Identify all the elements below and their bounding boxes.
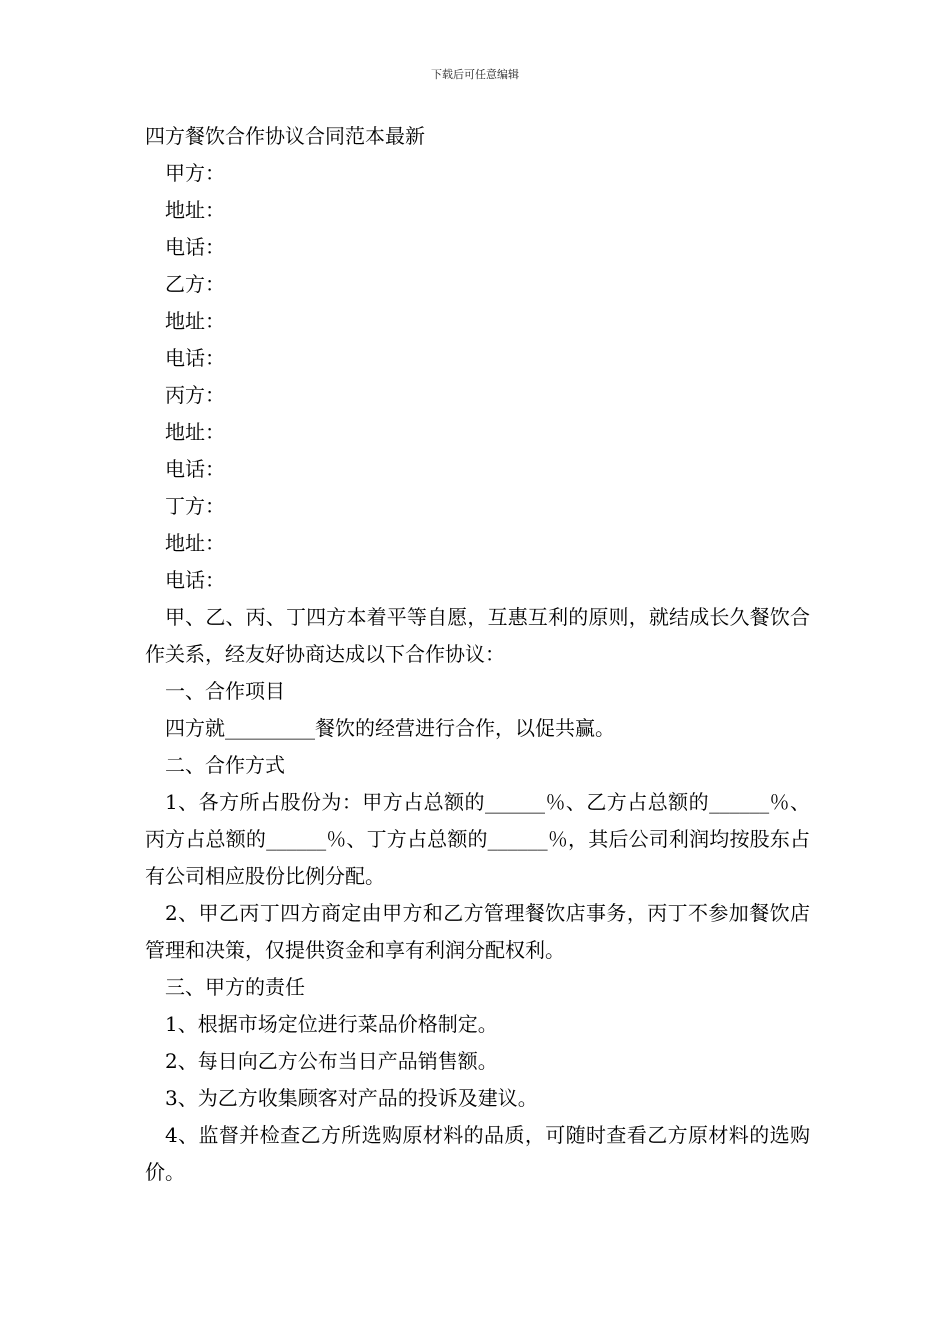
section2-item1: 1、各方所占股份为：甲方占总额的______％、乙方占总额的______％、丙方占总额的______％、丁方占总额的______％，其后公司利润均按股东占有公司相应股份比例分配。 xyxy=(145,790,810,888)
party-d-phone-label: 电话： xyxy=(165,568,225,592)
section3-item3: 3、为乙方收集顾客对产品的投诉及建议。 xyxy=(165,1086,538,1110)
party-a-phone-label: 电话： xyxy=(165,235,225,259)
section1-heading: 一、合作项目 xyxy=(165,679,285,703)
section3-heading: 三、甲方的责任 xyxy=(165,975,305,999)
party-a-address-label: 地址： xyxy=(165,198,225,222)
party-c-phone-label: 电话： xyxy=(165,457,225,481)
party-b-address-label: 地址： xyxy=(165,309,225,333)
party-b-phone-label: 电话： xyxy=(165,346,225,370)
section3-item2: 2、每日向乙方公布当日产品销售额。 xyxy=(165,1049,498,1073)
party-c-address-label: 地址： xyxy=(165,420,225,444)
section2-heading: 二、合作方式 xyxy=(165,753,285,777)
section3-item1: 1、根据市场定位进行菜品价格制定。 xyxy=(165,1012,498,1036)
section1-text: 四方就_________餐饮的经营进行合作，以促共赢。 xyxy=(165,716,615,740)
party-d-address-label: 地址： xyxy=(165,531,225,555)
document-body xyxy=(145,118,810,1191)
section2-item2: 2、甲乙丙丁四方商定由甲方和乙方管理餐饮店事务，丙丁不参加餐饮店管理和决策，仅提供资金和享有利润分配权利。 xyxy=(145,901,810,962)
intro-paragraph: 甲、乙、丙、丁四方本着平等自愿，互惠互利的原则，就结成长久餐饮合作关系，经友好协商达成以下合作协议： xyxy=(145,605,810,666)
party-b-label: 乙方： xyxy=(165,272,225,296)
party-a-label: 甲方： xyxy=(165,161,225,185)
document-title: 四方餐饮合作协议合同范本最新 xyxy=(145,124,425,148)
header-note: 下载后可任意编辑 xyxy=(431,68,519,81)
section3-item4: 4、监督并检查乙方所选购原材料的品质，可随时查看乙方原材料的选购价。 xyxy=(145,1123,810,1184)
party-c-label: 丙方： xyxy=(165,383,225,407)
party-d-label: 丁方： xyxy=(165,494,225,518)
